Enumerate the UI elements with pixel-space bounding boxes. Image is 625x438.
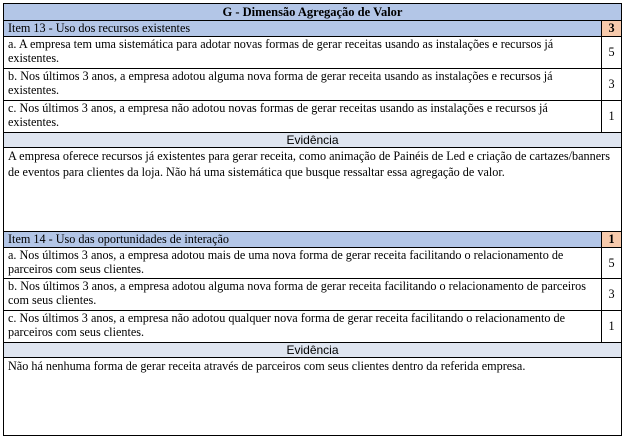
item-13-option-c <box>4 101 621 133</box>
item-13-evidence-text: A empresa oferece recursos já existentes para gerar receita, como animação de Painéis de Led e criação de cartazes/banners de eventos para clientes da loja. Não há uma sistemática que busque ressaltar essa agregação de valor. <box>4 148 621 232</box>
option-text: a. A empresa tem uma sistemática para adotar novas formas de gerar receitas usando as instalações e recursos já existentes. <box>8 37 554 65</box>
option-text: c. Nos últimos 3 anos, a empresa não adotou novas formas de gerar receitas usando as instalações e recursos já existentes. <box>8 101 548 129</box>
item-13-score: 3 <box>601 21 621 36</box>
dimension-title: G - Dimensão Agregação de Valor <box>4 4 621 21</box>
option-value: 3 <box>601 69 621 100</box>
option-text: b. Nos últimos 3 anos, a empresa adotou alguma nova forma de gerar receita usando as instalações e recursos já existentes. <box>8 69 553 97</box>
option-text: c. Nos últimos 3 anos, a empresa não adotou qualquer nova forma de gerar receita facilitando o relacionamento de parceiros com seus clientes. <box>8 311 566 339</box>
option-text: b. Nos últimos 3 anos, a empresa adotou alguma nova forma de gerar receita facilitando o relacionamento de parceiros com seus clientes. <box>8 279 587 307</box>
assessment-table <box>3 3 622 436</box>
item-13-evidence-header: Evidência <box>4 133 621 148</box>
option-value: 5 <box>601 37 621 68</box>
item-13-label: Item 13 - Uso dos recursos existentes <box>8 21 191 35</box>
item-13-option-a <box>4 37 621 69</box>
item-14-header <box>4 232 621 248</box>
item-13-header <box>4 21 621 37</box>
item-14-option-a <box>4 248 621 279</box>
option-value: 1 <box>601 101 621 132</box>
item-14-evidence-header: Evidência <box>4 343 621 358</box>
item-14-score: 1 <box>601 232 621 247</box>
item-14-label: Item 14 - Uso das oportunidades de interação <box>8 232 229 246</box>
item-14-option-c <box>4 311 621 343</box>
item-13-option-b <box>4 69 621 101</box>
option-value: 1 <box>601 311 621 342</box>
item-14-option-b <box>4 279 621 311</box>
option-value: 3 <box>601 279 621 310</box>
item-14-evidence-text: Não há nenhuma forma de gerar receita através de parceiros com seus clientes dentro da referida empresa. <box>8 359 526 373</box>
option-text: a. Nos últimos 3 anos, a empresa adotou mais de uma nova forma de gerar receita facilitando o relacionamento de parceiros com seus clientes. <box>8 248 564 276</box>
option-value: 5 <box>601 248 621 278</box>
